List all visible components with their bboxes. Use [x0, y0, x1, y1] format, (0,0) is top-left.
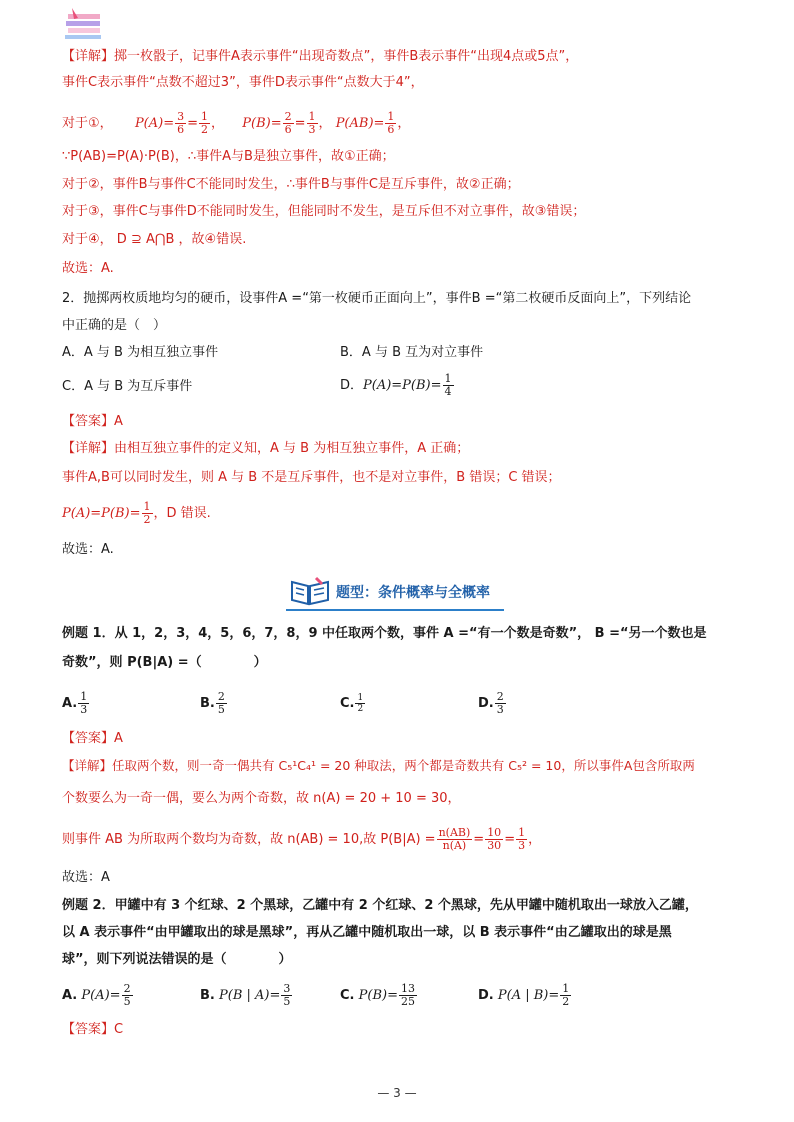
q2-optd-math: P(A)=P(B)=	[363, 378, 442, 393]
q2-detail3-frac: $\frac{1}{2}$	[143, 500, 151, 526]
q1-detail-line5: 对于②，事件B与事件C不能同时发生，∴事件B与事件C是互斥事件，故②正确；	[62, 177, 520, 192]
q1-detail-line1: 【详解】掷一枚骰子，记事件A表示事件“出现奇数点”，事件B表示事件“出现4点或5点”，	[62, 49, 579, 64]
q1-detail-line2: 事件C表示事件“点数不超过3”，事件D表示事件“点数大于4”，	[62, 75, 424, 90]
ex2-stem-line2: 以 A 表示事件“由甲罐取出的球是黑球”，再从乙罐中随机取出一球，以 B 表示事件“由乙罐取出的球是黑	[62, 925, 672, 940]
q2-option-c: C．A 与 B 为互斥事件	[62, 379, 193, 394]
q1-pab: P(AB)=	[335, 116, 385, 131]
ex2-stem-line1: 例题 2．甲罐中有 3 个红球、2 个黑球，乙罐中有 2 个红球、2 个黑球，先从甲罐中随机取出一球放入乙罐，	[62, 898, 698, 913]
ex1-option-b: B. $\frac{2}{5}$	[200, 690, 225, 716]
q1-detail-line3: 对于①， P(A)= $\frac{3}{6}$ = $\frac{1}{2}$ ， P(B)= $\frac{2}{6}$ = $\frac{1}{3}$ ， P(AB)= $\frac{1}{6}$ ，	[62, 110, 411, 136]
ex2-option-b: B. P(B | A)= $\frac{3}{5}$	[200, 982, 291, 1008]
q2-stem-line1: 2．抛掷两枚质地均匀的硬币，设事件A =“第一枚硬币正面向上”，事件B =“第二枚硬币反面向上”，下列结论	[62, 291, 692, 306]
ex1-choice: 故选：A	[62, 870, 110, 885]
q2-answer: 【答案】A	[62, 414, 123, 429]
ex2-optb-frac: $\frac{3}{5}$	[283, 982, 291, 1008]
ex1-stem-line2: 奇数”，则 P(B|A) =（ ）	[62, 655, 267, 670]
q1-pb-frac2: $\frac{1}{3}$	[308, 110, 316, 136]
ex1-answer: 【答案】A	[62, 731, 123, 746]
q1-detail-line7: 对于④， D ⊇ A⋂B ，故④错误.	[62, 232, 247, 247]
ex2-option-d: D. P(A | B)= $\frac{1}{2}$	[478, 982, 570, 1008]
q1-pab-frac: $\frac{1}{6}$	[387, 110, 395, 136]
header-books-icon	[62, 6, 110, 46]
ex1-detail-line1: 【详解】任取两个数，则一奇一偶共有 C₅¹C₄¹ = 20 种取法，两个都是奇数共有 C₅² = 10，所以事件A包含所取两	[62, 758, 695, 773]
ex1-option-a: A. $\frac{1}{3}$	[62, 690, 88, 716]
q2-stem-line2: 中正确的是（ ）	[62, 318, 167, 333]
section-title: 题型：条件概率与全概率	[336, 585, 490, 601]
q2-detail3-math: P(A)=P(B)=	[62, 506, 141, 521]
q1-pb-frac1: $\frac{2}{6}$	[284, 110, 292, 136]
q1-pa: P(A)=	[134, 116, 175, 131]
ex2-optd-frac: $\frac{1}{2}$	[562, 982, 570, 1008]
section-underline	[286, 609, 504, 611]
q2-detail-line1: 【详解】由相互独立事件的定义知，A 与 B 为相互独立事件，A 正确；	[62, 441, 470, 456]
ex2-stem-line3: 球”，则下列说法错误的是（ ）	[62, 952, 292, 967]
ex2-opta-frac: $\frac{2}{5}$	[123, 982, 131, 1008]
q1-detail-line6: 对于③，事件C与事件D不能同时发生，但能同时不发生，是互斥但不对立事件，故③错误；	[62, 204, 586, 219]
ex1-option-c: C. $\frac{1}{2}$	[340, 693, 364, 714]
q1-choice: 故选：A.	[62, 261, 114, 276]
ex2-option-a: A. P(A)= $\frac{2}{5}$	[62, 982, 131, 1008]
ex1-detail3-frac1: $\frac{n(AB)}{n(A)}$	[438, 826, 471, 852]
q1-detail-line4: ∵P(AB)=P(A)·P(B)，∴事件A与B是独立事件，故①正确；	[62, 149, 395, 164]
ex1-opta-frac: $\frac{1}{3}$	[80, 690, 88, 716]
page-number: — 3 —	[377, 1086, 417, 1100]
ex1-optd-frac: $\frac{2}{3}$	[496, 690, 504, 716]
q1-pa-frac2: $\frac{1}{2}$	[201, 110, 209, 136]
q2-option-a: A．A 与 B 为相互独立事件	[62, 345, 219, 360]
ex1-optb-frac: $\frac{2}{5}$	[217, 690, 225, 716]
q2-choice: 故选：A.	[62, 542, 114, 557]
ex1-detail3-frac3: $\frac{1}{3}$	[518, 826, 526, 852]
section-book-icon	[288, 576, 332, 608]
ex1-detail3-frac2: $\frac{10}{30}$	[487, 826, 502, 852]
q2-optd-frac: $\frac{1}{4}$	[444, 372, 452, 398]
q2-option-b: B．A 与 B 互为对立事件	[340, 345, 484, 360]
ex1-detail-line2: 个数要么为一奇一偶，要么为两个奇数，故 n(A) = 20 + 10 = 30，	[62, 791, 461, 806]
ex1-detail-line3: 则事件 AB 为所取两个数均为奇数，故 n(AB) = 10,故 P(B|A) = $\frac{n(AB)}{n(A)}$ = $\frac{10}{30}$ = $\frac{1}{3}$ ，	[62, 826, 542, 852]
q2-option-d: D．P(A)=P(B)= $\frac{1}{4}$	[340, 372, 452, 398]
ex2-answer: 【答案】C	[62, 1022, 124, 1037]
q1-pa-frac1: $\frac{3}{6}$	[177, 110, 185, 136]
ex1-stem-line1: 例题 1．从 1，2，3，4，5，6，7，8，9 中任取两个数，事件 A =“有一个数是奇数”， B =“另一个数也是	[62, 626, 707, 641]
ex1-option-d: D. $\frac{2}{3}$	[478, 690, 504, 716]
ex2-optc-frac: $\frac{13}{25}$	[400, 982, 415, 1008]
ex2-option-c: C. P(B)= $\frac{13}{25}$	[340, 982, 415, 1008]
ex1-optc-frac: $\frac{1}{2}$	[357, 693, 364, 714]
q1-line3-prefix: 对于①，	[62, 116, 113, 131]
q2-detail-line3: P(A)=P(B)= $\frac{1}{2}$ ，D 错误.	[62, 500, 211, 526]
q1-pb: P(B)=	[242, 116, 282, 131]
q2-detail-line2: 事件A,B可以同时发生，则 A 与 B 不是互斥事件，也不是对立事件，B 错误；C 错误；	[62, 470, 561, 485]
